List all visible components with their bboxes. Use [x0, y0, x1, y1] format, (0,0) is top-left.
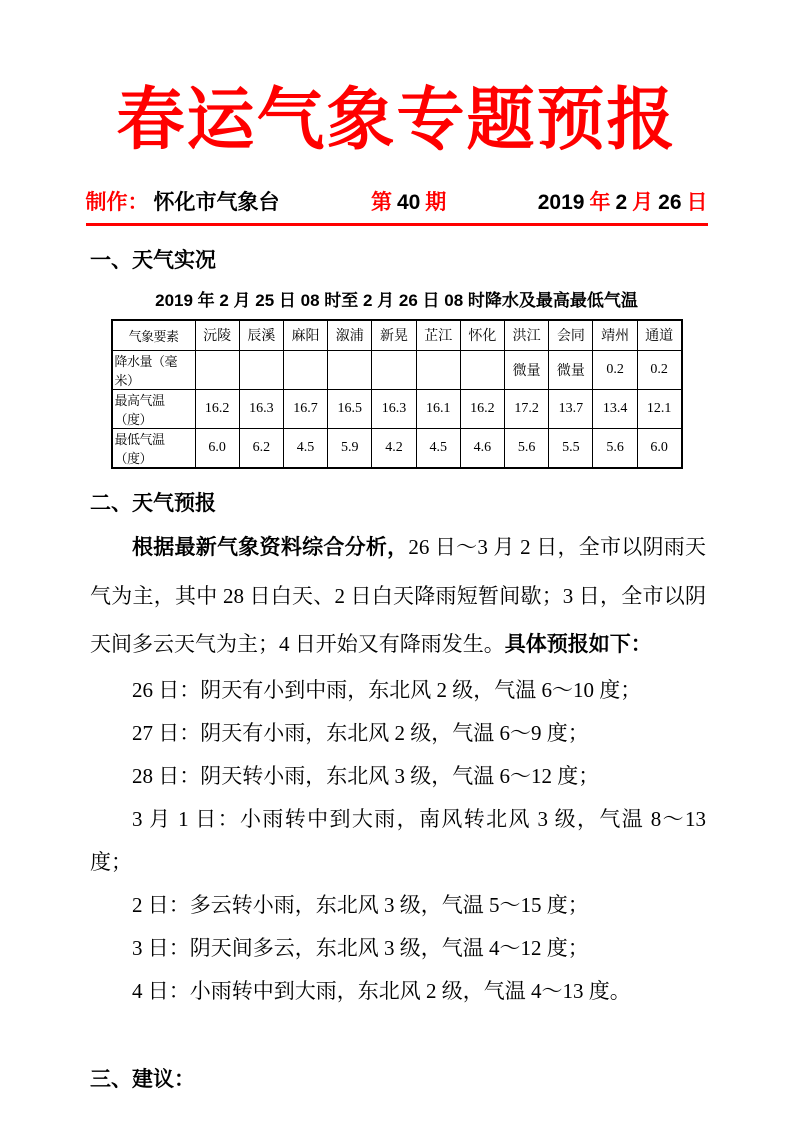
table-col-header: 通道	[637, 320, 681, 351]
forecast-item: 26 日：阴天有小到中雨，东北风 2 级，气温 6～10 度；	[132, 677, 642, 702]
header-divider	[86, 223, 708, 226]
forecast-item: 3 日：阴天间多云，东北风 3 级，气温 4～12 度；	[132, 935, 589, 960]
section3-heading: 三、建议：	[90, 1067, 195, 1091]
intro-body: 26 日～3 月 2 日，全市以阴雨天气为主，其中 28 日白天、2 日白天降雨短暂间歇；3 日，全市以阴天间多云天气为主；4 日开始又有降雨发生。	[90, 534, 707, 656]
date-month-label: 月	[632, 190, 654, 214]
table-cell	[460, 350, 504, 389]
table-cell	[195, 350, 239, 389]
table-cell: 4.6	[460, 428, 504, 468]
table-cell	[283, 350, 327, 389]
table-cell: 微量	[549, 350, 593, 389]
table-cell: 17.2	[505, 389, 549, 428]
table-cell: 5.5	[549, 428, 593, 468]
table-corner-header: 气象要素	[112, 320, 196, 351]
table-col-header: 辰溪	[239, 320, 283, 351]
table-header-row	[112, 320, 682, 351]
table-cell: 4.5	[416, 428, 460, 468]
table-cell	[372, 350, 416, 389]
table-cell: 16.7	[283, 389, 327, 428]
table-cell: 4.5	[283, 428, 327, 468]
issue-suffix: 期	[425, 190, 447, 214]
table-cell: 16.3	[372, 389, 416, 428]
table-row	[112, 428, 682, 468]
table-cell	[328, 350, 372, 389]
table-cell: 0.2	[593, 350, 637, 389]
forecast-item: 27 日：阴天有小雨，东北风 2 级，气温 6～9 度；	[132, 720, 589, 745]
table-col-header: 新晃	[372, 320, 416, 351]
forecast-item: 3 月 1 日：小雨转中到大雨，南风转北风 3 级，气温 8～13 度；	[90, 806, 706, 874]
document-title: 春运气象专题预报	[116, 82, 677, 158]
table-cell: 4.2	[372, 428, 416, 468]
issue-number	[371, 186, 446, 216]
forecast-item: 28 日：阴天转小雨，东北风 3 级，气温 6～12 度；	[132, 763, 600, 788]
table-cell: 6.2	[239, 428, 283, 468]
observation-table	[111, 319, 683, 469]
table-col-header: 靖州	[593, 320, 637, 351]
table-cell: 16.5	[328, 389, 372, 428]
table-cell: 16.1	[416, 389, 460, 428]
issue-date	[538, 186, 708, 216]
table-col-header: 会同	[549, 320, 593, 351]
date-year-label: 年	[589, 190, 611, 214]
issue-prefix: 第	[370, 190, 392, 214]
table-cell: 13.7	[549, 389, 593, 428]
table-cell: 13.4	[593, 389, 637, 428]
table-cell: 微量	[505, 350, 549, 389]
table-cell: 5.6	[505, 428, 549, 468]
maker-label: 制作：	[85, 190, 149, 214]
table-cell	[416, 350, 460, 389]
date-month: 2	[615, 190, 628, 214]
table-row	[112, 350, 682, 389]
observation-table-title: 2019 年 2 月 25 日 08 时至 2 月 26 日 08 时降水及最高最低气温	[155, 290, 638, 310]
table-col-header: 怀化	[460, 320, 504, 351]
date-year: 2019	[537, 190, 585, 214]
intro-tail-bold: 具体预报如下：	[504, 632, 652, 656]
maker	[86, 186, 280, 216]
row-label: 最低气温（度）	[112, 428, 196, 468]
table-cell: 12.1	[637, 389, 681, 428]
table-col-header: 麻阳	[283, 320, 327, 351]
table-col-header: 沅陵	[195, 320, 239, 351]
issue-value: 40	[396, 190, 421, 214]
table-col-header: 洪江	[505, 320, 549, 351]
intro-lead-bold: 根据最新气象资料综合分析，	[132, 535, 409, 559]
table-col-header: 溆浦	[328, 320, 372, 351]
table-cell: 16.3	[239, 389, 283, 428]
table-col-header: 芷江	[416, 320, 460, 351]
row-label: 最高气温（度）	[112, 389, 196, 428]
table-cell: 5.9	[328, 428, 372, 468]
table-cell: 0.2	[637, 350, 681, 389]
table-cell: 6.0	[195, 428, 239, 468]
row-label: 降水量（毫米）	[112, 350, 196, 389]
table-cell	[239, 350, 283, 389]
forecast-item: 2 日：多云转小雨，东北风 3 级，气温 5～15 度；	[132, 892, 589, 917]
forecast-list	[0, 669, 793, 1013]
section2-heading: 二、天气预报	[90, 491, 216, 515]
date-day-label: 日	[686, 190, 708, 214]
maker-value: 怀化市气象台	[153, 190, 280, 214]
section1-heading: 一、天气实况	[90, 248, 216, 272]
table-cell: 6.0	[637, 428, 681, 468]
table-row	[112, 389, 682, 428]
masthead	[86, 186, 708, 216]
table-cell: 16.2	[195, 389, 239, 428]
forecast-item: 4 日：小雨转中到大雨，东北风 2 级，气温 4～13 度。	[132, 978, 631, 1003]
date-day: 26	[658, 190, 682, 214]
forecast-intro	[90, 523, 706, 669]
table-cell: 16.2	[460, 389, 504, 428]
table-cell: 5.6	[593, 428, 637, 468]
